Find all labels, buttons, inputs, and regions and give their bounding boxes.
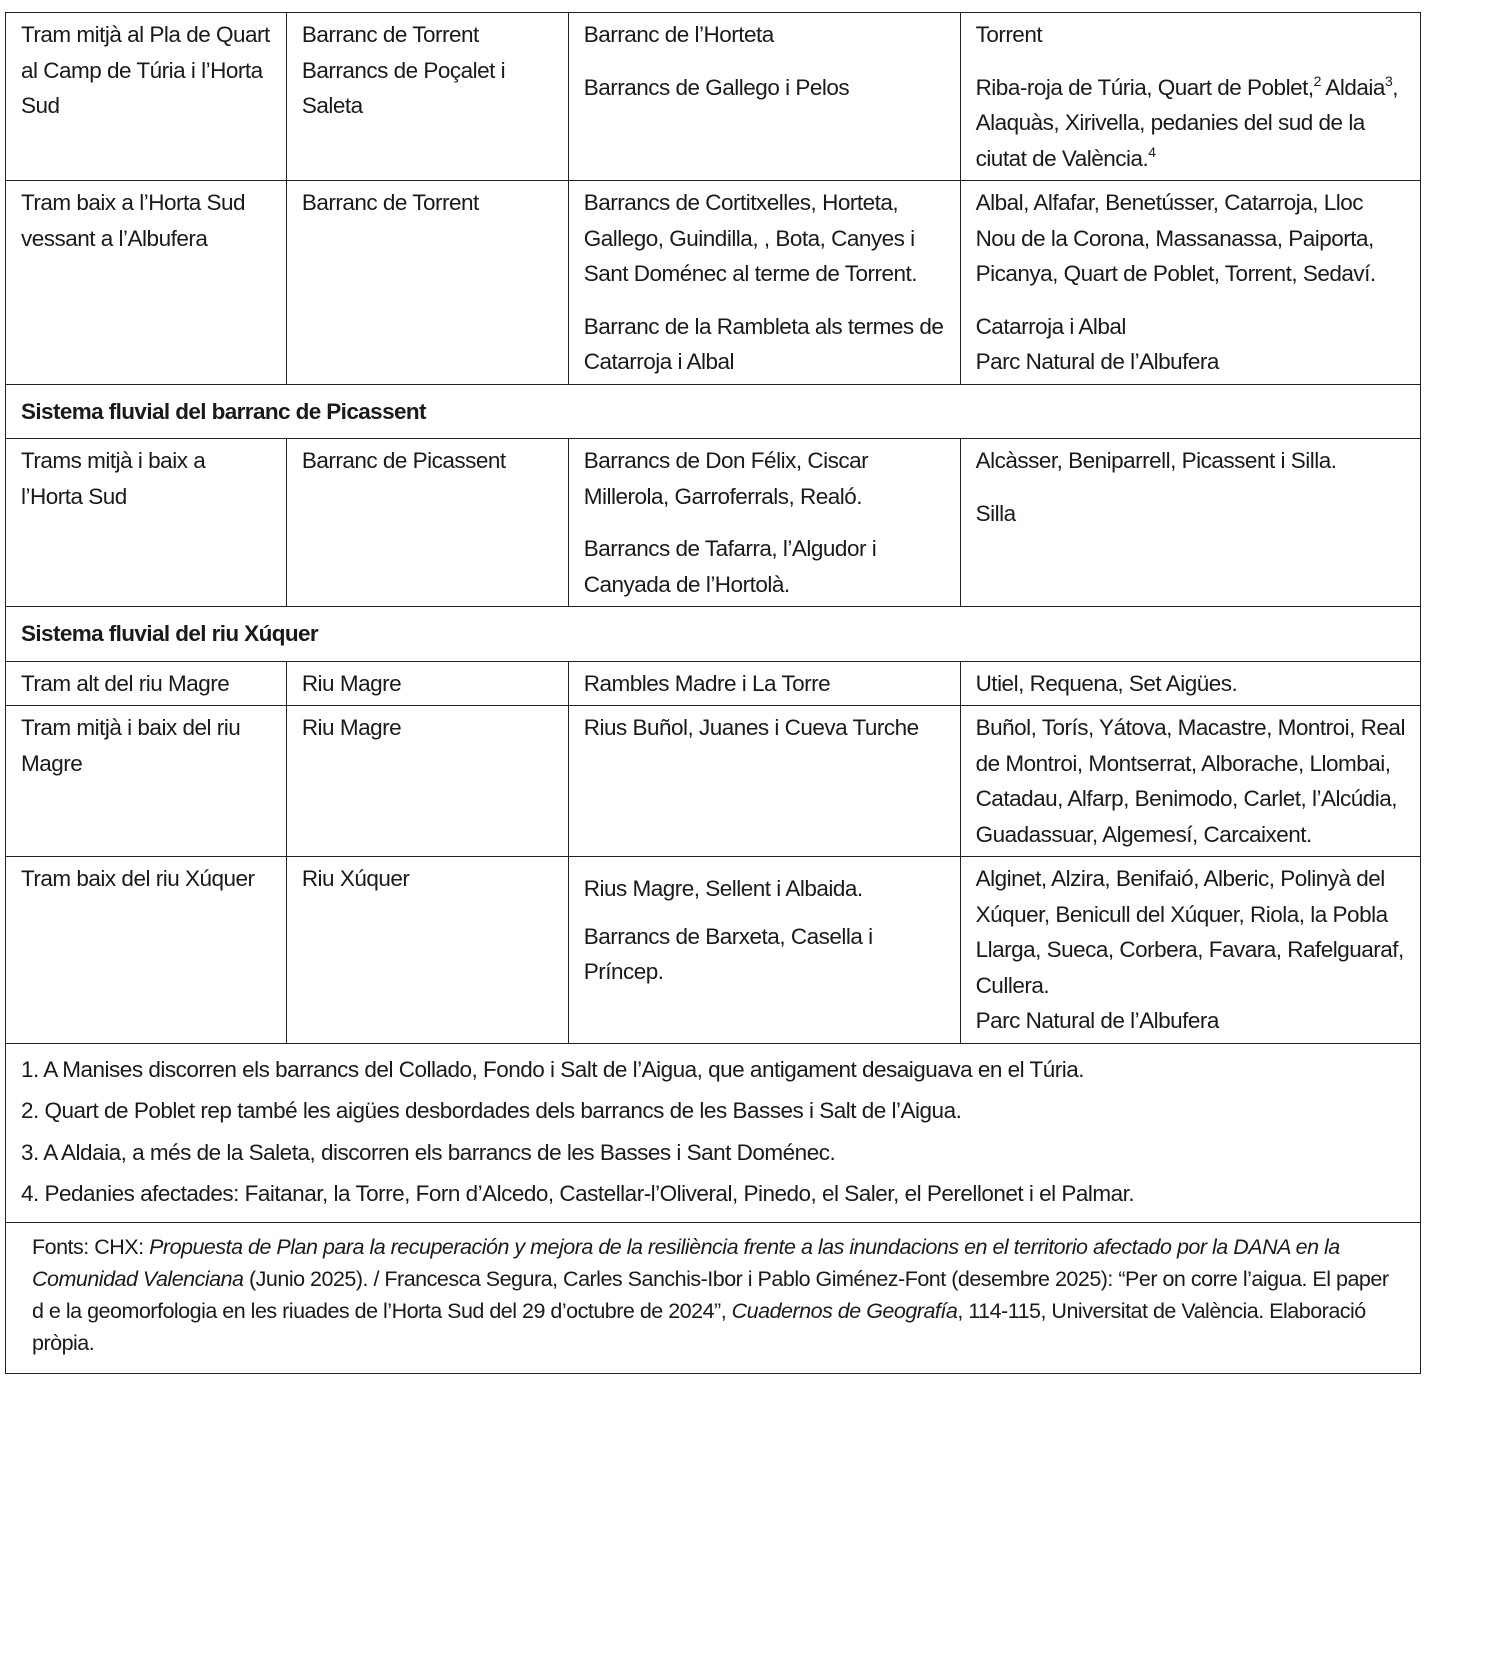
table-row [6,439,1421,607]
cell-principal: Riu Magre [286,706,568,857]
cell-tram: Tram mitjà al Pla de Quart al Camp de Túria i l’Horta Sud [6,13,287,181]
cell-principal [286,13,568,181]
footnote: 4. Pedanies afectades: Faitanar, la Torre, Forn d’Alcedo, Castellar-l’Oliveral, Pinedo, el Saler, el Perellonet i el Palmar. [21,1181,1135,1206]
cell-municipis: Buñol, Torís, Yátova, Macastre, Montroi, Real de Montroi, Montserrat, Alborache, Llombai, Catadau, Alfarp, Benimodo, Carlet, l’Alcúdia, Guadassuar, Algemesí, Carcaixent. [960,706,1420,857]
cell-tram: Tram mitjà i baix del riu Magre [6,706,287,857]
table-row [6,13,1421,181]
secundari-item: Barrancs de Tafarra, l’Algudor i Canyada de l’Hortolà. [583,536,877,597]
table-row [6,706,1421,857]
footnotes [6,1043,1421,1222]
cell-municipis [960,857,1420,1044]
cell-secundaris [568,439,960,607]
cell-principal: Barranc de Picassent [286,439,568,607]
cell-principal: Barranc de Torrent [286,181,568,385]
cell-municipis [960,181,1420,385]
table-row [6,661,1421,706]
cell-principal: Riu Xúquer [286,857,568,1044]
secundari-item: Barrancs de Don Félix, Ciscar Millerola, Garroferrals, Realó. [583,448,869,509]
journal-title: Cuadernos de Geografía [731,1298,958,1323]
sources-row [6,1222,1421,1373]
secundari-item: Barrancs de Gallego i Pelos [583,74,850,100]
table-row [6,857,1421,1044]
secundari-item: Barrancs de Barxeta, Casella i Príncep. [583,923,873,984]
footnote-ref: 2 [1313,72,1321,89]
cell-municipis [960,13,1420,181]
cell-secundaris: Rius Buñol, Juanes i Cueva Turche [568,706,960,857]
secundari-item: Rius Magre, Sellent i Albaida. [583,876,863,901]
municipi-item: Torrent [975,22,1043,47]
principal-line: Barrancs de Poçalet i Saleta [301,57,506,118]
footnote: 1. A Manises discorren els barrancs del Collado, Fondo i Salt de l’Aigua, que antigament desaiguava en el Túria. [21,1056,1085,1082]
section-header-row [6,384,1421,439]
cell-tram: Tram baix a l’Horta Sud vessant a l’Albufera [6,181,287,385]
footnotes-row [6,1043,1421,1222]
municipi-item: Parc Natural de l’Albufera [975,1008,1219,1033]
footnote-ref: 4 [1148,143,1156,160]
principal-line: Barranc de Torrent [301,22,479,47]
footnote: 2. Quart de Poblet rep també les aigües desbordades dels barrancs de les Basses i Salt de l’Aigua. [21,1098,962,1123]
cell-secundaris: Rambles Madre i La Torre [568,661,960,706]
sources: Fonts: CHX: Propuesta de Plan para la recuperación y mejora de la resiliència frente a las inundacions en el territorio afectado por la DANA en la Comunidad Valenciana (Junio 2025). / Francesca Segura, Carles Sanchis-Ibor i Pablo Giménez-Font (desembre 2025): “Per on corre l’aigua. El paper d e la geomorfologia en les riuades de l’Horta Sud del 29 d’octubre de 2024”, Cuadernos de Geografía, 114-115, Universitat de València. Elaboració pròpia. [6,1222,1421,1373]
cell-tram: Trams mitjà i baix a l’Horta Sud [6,439,287,607]
municipi-item: Silla [975,500,1016,526]
cell-principal: Riu Magre [286,661,568,706]
cell-tram: Tram alt del riu Magre [6,661,287,706]
cell-secundaris [568,13,960,181]
table-row [6,181,1421,385]
municipi-item: Alginet, Alzira, Benifaió, Alberic, Polinyà del Xúquer, Benicull del Xúquer, Riola, la Pobla Llarga, Sueca, Corbera, Favara, Rafelguaraf, Cullera. [975,866,1404,998]
municipi-item: Albal, Alfafar, Benetússer, Catarroja, Lloc Nou de la Corona, Massanassa, Paiporta, Picanya, Quart de Poblet, Torrent, Sedaví. [975,190,1376,286]
rivers-table [5,12,1421,1374]
secundari-item: Barranc de la Rambleta als termes de Catarroja i Albal [583,313,944,374]
cell-municipis [960,439,1420,607]
municipi-item: Riba-roja de Túria, Quart de Poblet,$^2$ Aldaia$^3$, Alaquàs, Xirivella, pedanies del sud de la ciutat de València.$^4$ [975,72,1399,171]
footnote: 3. A Aldaia, a més de la Saleta, discorren els barrancs de les Basses i Sant Doménec. [21,1139,836,1165]
section-title: Sistema fluvial del riu Xúquer [6,607,1421,662]
source-title: Propuesta de Plan para la recuperación y mejora de la resiliència frente a las inundacions en el territorio afectado por la DANA en la Comunidad Valenciana [32,1234,1340,1291]
section-header-row [6,607,1421,662]
section-title: Sistema fluvial del barranc de Picassent [6,384,1421,439]
municipi-item: Catarroja i Albal Parc Natural de l’Albufera [975,313,1219,374]
footnote-ref: 3 [1384,72,1393,89]
municipi-item: Alcàsser, Beniparrell, Picassent i Silla. [975,448,1337,473]
cell-municipis: Utiel, Requena, Set Aigües. [960,661,1420,706]
cell-tram: Tram baix del riu Xúquer [6,857,287,1044]
cell-secundaris [568,857,960,1044]
secundari-item: Barrancs de Cortitxelles, Horteta, Gallego, Guindilla, , Bota, Canyes i Sant Doménec al terme de Torrent. [583,190,917,286]
cell-secundaris [568,181,960,385]
secundari-item: Barranc de l’Horteta [583,22,774,47]
